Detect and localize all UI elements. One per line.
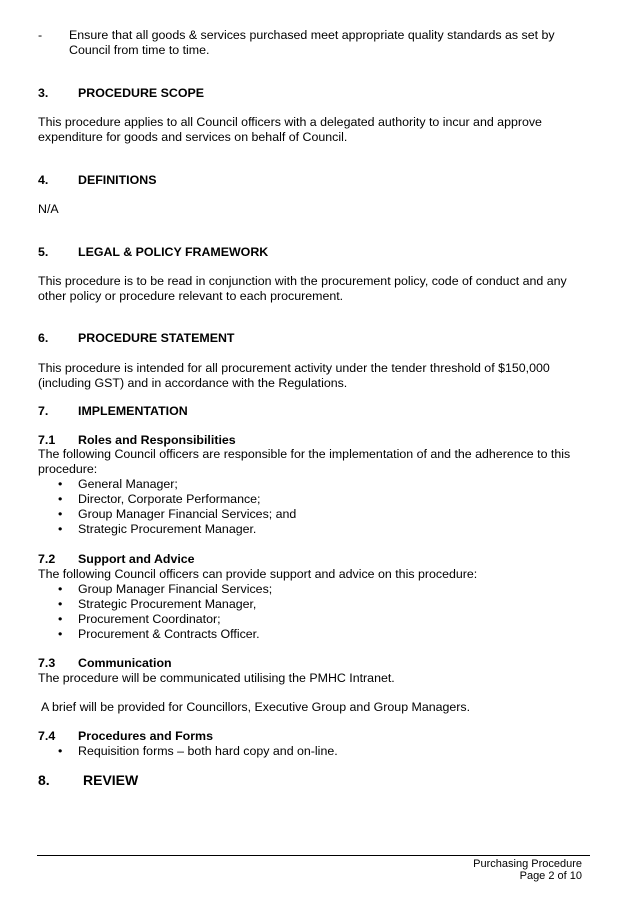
section-number: 8. bbox=[38, 772, 50, 788]
section-title: DEFINITIONS bbox=[78, 173, 157, 187]
list-item bbox=[58, 522, 296, 537]
list-item-text: Procurement Coordinator; bbox=[78, 612, 221, 626]
subsection-number: 7.4 bbox=[38, 729, 56, 743]
list-item bbox=[58, 582, 272, 597]
subsection-heading-forms bbox=[38, 729, 213, 744]
intro-item-text: Ensure that all goods & services purchased meet appropriate quality standards as set by Council from time to time. bbox=[69, 28, 555, 57]
section-number: 5. bbox=[38, 245, 49, 259]
subsection-title: Procedures and Forms bbox=[78, 729, 213, 743]
list-item-text: Strategic Procurement Manager, bbox=[78, 597, 257, 611]
bullet-icon: • bbox=[58, 492, 63, 506]
list-item-text: Procurement & Contracts Officer. bbox=[78, 627, 260, 641]
list-item bbox=[58, 507, 296, 522]
section-heading-framework bbox=[38, 245, 268, 260]
section-title: PROCEDURE STATEMENT bbox=[78, 331, 235, 345]
section-heading-review bbox=[38, 773, 138, 788]
section-number: 3. bbox=[38, 86, 49, 100]
list-item-text: General Manager; bbox=[78, 477, 178, 491]
subsection-heading-support bbox=[38, 552, 195, 567]
list-item bbox=[58, 744, 338, 759]
list-item-text: Director, Corporate Performance; bbox=[78, 492, 261, 506]
framework-body: This procedure is to be read in conjunction with the procurement policy, code of conduct and any other policy or procedure relevant to each procurement. bbox=[38, 274, 567, 303]
roles-intro: The following Council officers are responsible for the implementation of and the adherence to this procedure: bbox=[38, 447, 571, 476]
definitions-body: N/A bbox=[38, 202, 59, 216]
subsection-number: 7.2 bbox=[38, 552, 56, 566]
statement-body: This procedure is intended for all procurement activity under the tender threshold of $150,000 (including GST) and in accordance with the Regulations. bbox=[38, 361, 550, 390]
section-number: 6. bbox=[38, 331, 49, 345]
section-title: LEGAL & POLICY FRAMEWORK bbox=[78, 245, 269, 259]
subsection-title: Support and Advice bbox=[78, 552, 195, 566]
bullet-icon: • bbox=[58, 627, 63, 641]
scope-body: This procedure applies to all Council officers with a delegated authority to incur and approve expenditure for goods and services on behalf of Council. bbox=[38, 115, 542, 144]
communication-line-1: The procedure will be communicated utilising the PMHC Intranet. bbox=[38, 671, 395, 685]
subsection-heading-roles bbox=[38, 433, 236, 448]
list-item bbox=[58, 597, 272, 612]
list-item bbox=[58, 477, 296, 492]
section-title: REVIEW bbox=[83, 772, 139, 788]
section-number: 7. bbox=[38, 404, 49, 418]
bullet-icon: • bbox=[58, 477, 63, 491]
footer-page-number: Page 2 of 10 bbox=[519, 870, 582, 882]
footer-doc-title: Purchasing Procedure bbox=[473, 858, 582, 870]
section-title: IMPLEMENTATION bbox=[78, 404, 188, 418]
section-number: 4. bbox=[38, 173, 49, 187]
dash-marker: - bbox=[38, 28, 43, 42]
subsection-number: 7.3 bbox=[38, 656, 56, 670]
subsection-heading-communication bbox=[38, 656, 172, 671]
communication-line-2: A brief will be provided for Councillors, Executive Group and Group Managers. bbox=[41, 700, 471, 714]
bullet-icon: • bbox=[58, 582, 63, 596]
bullet-icon: • bbox=[58, 597, 63, 611]
bullet-icon: • bbox=[58, 612, 63, 626]
subsection-number: 7.1 bbox=[38, 433, 56, 447]
section-heading-implementation bbox=[38, 404, 188, 419]
list-item bbox=[58, 627, 272, 642]
section-heading-definitions bbox=[38, 173, 156, 188]
support-list bbox=[58, 582, 272, 642]
list-item bbox=[58, 492, 296, 507]
bullet-icon: • bbox=[58, 507, 63, 521]
subsection-title: Roles and Responsibilities bbox=[78, 433, 236, 447]
bullet-icon: • bbox=[58, 744, 63, 758]
list-item-text: Strategic Procurement Manager. bbox=[78, 522, 257, 536]
list-item-text: Group Manager Financial Services; bbox=[78, 582, 273, 596]
support-intro: The following Council officers can provide support and advice on this procedure: bbox=[38, 567, 478, 581]
bullet-icon: • bbox=[58, 522, 63, 536]
forms-list bbox=[58, 744, 338, 759]
list-item bbox=[58, 612, 272, 627]
roles-list bbox=[58, 477, 296, 537]
list-item-text: Requisition forms – both hard copy and on-line. bbox=[78, 744, 338, 758]
subsection-title: Communication bbox=[78, 656, 172, 670]
list-item-text: Group Manager Financial Services; and bbox=[78, 507, 297, 521]
section-heading-scope bbox=[38, 86, 204, 101]
section-heading-statement bbox=[38, 331, 235, 346]
footer-divider bbox=[37, 855, 590, 856]
section-title: PROCEDURE SCOPE bbox=[78, 86, 204, 100]
